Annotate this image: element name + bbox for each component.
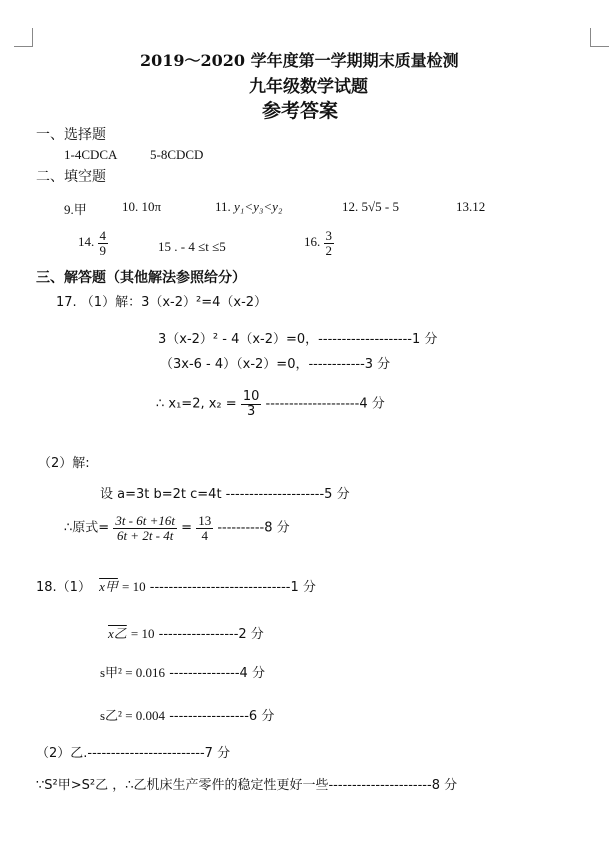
fill-answer-9: 9.甲 — [64, 202, 87, 217]
fraction-numerator: 3 — [325, 228, 332, 243]
q18-line4 — [100, 705, 274, 724]
q17-step2: （3x-6 - 4）（x-2）=0，------------3 分 — [160, 357, 391, 372]
document-subtitle: 九年级数学试题 — [249, 77, 368, 97]
q18-line3 — [100, 662, 265, 681]
fill-answer-10: 10. 10π — [122, 199, 162, 214]
q18-mean-yi-score: -----------------2 分 — [158, 627, 264, 642]
section-heading-fill: 二、填空题 — [36, 169, 106, 185]
fraction-denominator: 6t + 2t - 4t — [116, 527, 174, 543]
equals-sign: = — [181, 520, 193, 536]
q18-mean-jia-variable: x甲 — [99, 579, 118, 594]
fill-answer-14-label: 14. — [78, 234, 95, 250]
q18-line2 — [108, 623, 264, 642]
q18-variance-yi: s乙² = 0.004 — [100, 708, 166, 723]
fraction-denominator: 4 — [201, 527, 208, 543]
q17-root-fraction — [241, 390, 262, 418]
q17-part2-prefix: ∴原式= — [64, 520, 110, 536]
fill-answer-16 — [304, 229, 334, 257]
fill-answer-16-label: 16. — [304, 234, 321, 250]
fill-answer-15: 15 . - 4 ≤t ≤5 — [158, 239, 226, 254]
fill-answer-11 — [215, 199, 282, 215]
q17-intro: 17. （1）解：3（x-2）²=4（x-2） — [56, 295, 268, 310]
q17-step3-prefix: ∴ x₁=2, x₂ = — [156, 396, 237, 412]
fraction-denominator: 9 — [99, 242, 106, 258]
fill-answer-14-fraction — [98, 229, 109, 257]
fill-answer-12-label: 12. — [342, 199, 359, 214]
fill-answer-12-expression: 5√5 - 5 — [361, 199, 399, 214]
fill-answer-14 — [78, 229, 108, 257]
q17-result-fraction — [196, 514, 213, 542]
fraction-denominator: 3 — [246, 403, 256, 419]
fill-answer-11-label: 11. — [215, 199, 231, 214]
q17-step3-score: --------------------4 分 — [265, 396, 385, 412]
q18-part2: （2）乙.-------------------------7 分 — [36, 746, 231, 761]
fraction-numerator: 3t - 6t +16t — [115, 513, 175, 528]
fill-answer-16-fraction — [324, 229, 335, 257]
q18-mean-yi-variable: x乙 — [108, 626, 127, 641]
q17-part2-score: ----------8 分 — [217, 520, 290, 536]
q18-mean-jia-value: = 10 — [122, 579, 146, 594]
fraction-denominator: 2 — [325, 242, 332, 258]
q18-variance-jia-score: ---------------4 分 — [169, 666, 265, 681]
fraction-numerator: 10 — [242, 389, 260, 404]
q17-part2-label: （2）解: — [38, 456, 90, 471]
fill-answer-11-relation: y₁<y₃<y₂ — [234, 199, 283, 214]
q17-step3 — [156, 390, 385, 418]
q17-step1: 3（x-2）² - 4（x-2）=0，--------------------1 分 — [158, 332, 438, 347]
q18-label: 18.（1） — [36, 580, 91, 595]
q18-mean-jia-score: ------------------------------1 分 — [149, 580, 316, 595]
choice-answers-5-8: 5-8CDCD — [150, 147, 204, 162]
fraction-numerator: 4 — [99, 228, 106, 243]
section-heading-solution: 三、解答题（其他解法参照给分） — [36, 270, 246, 286]
q17-part2-result — [64, 514, 290, 542]
fraction-numerator: 13 — [198, 513, 212, 528]
q18-variance-jia: s甲² = 0.016 — [100, 665, 166, 680]
q18-variance-yi-score: -----------------6 分 — [169, 709, 275, 724]
q18-conclusion: ∵S²甲>S²乙 ，∴乙机床生产零件的稳定性更好一些----------------------8 分 — [36, 778, 458, 793]
q18-line1 — [36, 576, 316, 595]
choice-answers-1-4: 1-4CDCA — [64, 147, 118, 162]
q18-mean-yi-value: = 10 — [130, 626, 155, 641]
q17-part2-set: 设 a=3t b=2t c=4t ---------------------5 分 — [100, 487, 350, 502]
fill-answer-13: 13.12 — [456, 199, 486, 214]
document-title: 2019～2020 学年度第一学期期末质量检测 — [140, 51, 459, 70]
q17-expression-fraction — [113, 514, 177, 542]
section-heading-choice: 一、选择题 — [36, 127, 106, 143]
fill-answer-12 — [342, 199, 399, 215]
corner-mark-top-left — [14, 28, 33, 47]
corner-mark-top-right — [590, 28, 609, 47]
answer-key-title: 参考答案 — [262, 100, 339, 122]
